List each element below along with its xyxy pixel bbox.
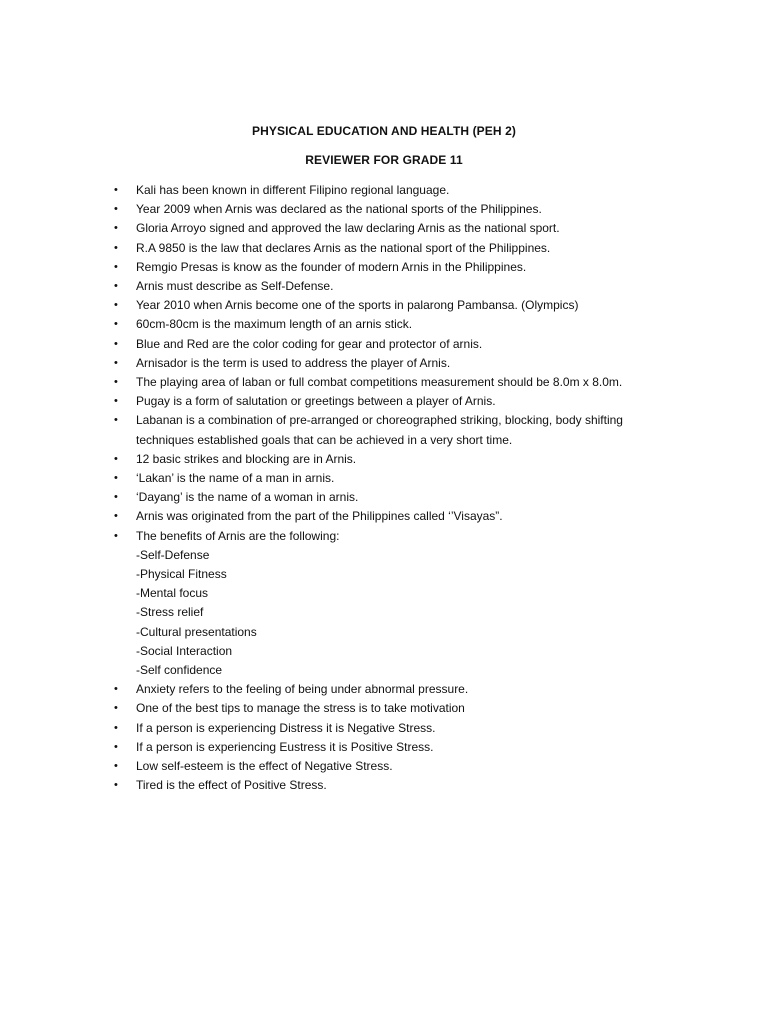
list-item-text: Arnisador is the term is used to address the player of Arnis. — [136, 355, 451, 370]
list-item-subline: -Cultural presentations — [136, 624, 257, 639]
bullet-marker: • — [114, 241, 118, 254]
list-item — [114, 315, 674, 334]
bullet-marker: • — [114, 529, 118, 542]
list-item — [114, 776, 674, 795]
list-item-text: ‘Lakan’ is the name of a man in arnis. — [136, 471, 335, 486]
list-item — [114, 219, 674, 238]
list-item-text: Labanan is a combination of pre-arranged or choreographed striking, blocking, body shifting — [136, 413, 623, 428]
list-item-subline: -Physical Fitness — [136, 567, 227, 582]
bullet-marker: • — [114, 376, 118, 389]
bullet-marker: • — [114, 184, 118, 196]
list-item-text: Kali has been known in different Filipino regional language. — [136, 183, 450, 197]
bullet-marker: • — [114, 414, 118, 427]
list-item-text: One of the best tips to manage the stress is to take motivation — [136, 701, 465, 716]
list-item-subline: -Mental focus — [136, 586, 209, 601]
bullet-marker: • — [114, 491, 118, 504]
list-item — [114, 296, 674, 315]
list-item — [114, 392, 674, 411]
list-item-text: ‘Dayang’ is the name of a woman in arnis. — [136, 490, 359, 505]
bullet-marker: • — [114, 337, 118, 350]
list-item-text: Tired is the effect of Positive Stress. — [136, 778, 327, 793]
list-item-text: If a person is experiencing Distress it is Negative Stress. — [136, 720, 436, 735]
list-item-text: The playing area of laban or full combat competitions measurement should be 8.0m x 8.0m. — [136, 375, 623, 390]
list-item — [114, 373, 674, 392]
bullet-marker: • — [114, 395, 118, 408]
bullet-marker: • — [114, 702, 118, 715]
list-item-text: Arnis was originated from the part of the Philippines called ‘’Visayas”. — [136, 509, 503, 524]
list-item-text: Anxiety refers to the feeling of being under abnormal pressure. — [136, 682, 469, 697]
bullet-marker: • — [114, 760, 118, 773]
bullet-marker: • — [114, 203, 118, 216]
bullet-marker: • — [114, 510, 118, 523]
document-title: PHYSICAL EDUCATION AND HEALTH (PEH 2) — [252, 124, 516, 138]
list-item — [114, 680, 674, 699]
list-item-subline: -Self-Defense — [136, 547, 210, 562]
list-item-text: Year 2009 when Arnis was declared as the national sports of the Philippines. — [136, 202, 542, 217]
list-item-text: Blue and Red are the color coding for gear and protector of arnis. — [136, 336, 483, 351]
bullet-marker: • — [114, 472, 118, 485]
bullet-marker: • — [114, 356, 118, 369]
list-item — [114, 469, 674, 488]
list-item — [114, 258, 674, 277]
list-item-text: 60cm-80cm is the maximum length of an arnis stick. — [136, 317, 413, 332]
list-item-text: The benefits of Arnis are the following: — [136, 528, 340, 543]
list-item-subline: -Stress relief — [136, 605, 204, 620]
bullet-list — [114, 181, 674, 796]
list-item — [114, 699, 674, 718]
document-subtitle: REVIEWER FOR GRADE 11 — [305, 153, 463, 167]
list-item — [114, 488, 674, 507]
list-item-text: Year 2010 when Arnis become one of the sports in palarong Pambansa. (Olympics) — [136, 298, 579, 313]
bullet-marker: • — [114, 260, 118, 273]
list-item-subline: -Self confidence — [136, 663, 223, 678]
bullet-marker: • — [114, 222, 118, 235]
list-item-subline: -Social Interaction — [136, 643, 233, 658]
list-item-text: 12 basic strikes and blocking are in Arnis. — [136, 451, 357, 466]
list-item — [114, 738, 674, 757]
list-item-text: If a person is experiencing Eustress it is Positive Stress. — [136, 739, 434, 754]
list-item — [114, 239, 674, 258]
list-item-text: Gloria Arroyo signed and approved the law declaring Arnis as the national sport. — [136, 221, 560, 236]
list-item-text: R.A 9850 is the law that declares Arnis as the national sport of the Philippines. — [136, 240, 551, 255]
list-item-subline: techniques established goals that can be achieved in a very short time. — [136, 432, 513, 447]
bullet-marker: • — [114, 721, 118, 734]
list-item-text: Arnis must describe as Self-Defense. — [136, 279, 334, 294]
list-item — [114, 507, 674, 526]
bullet-marker: • — [114, 779, 118, 792]
list-item — [114, 411, 674, 449]
list-item — [114, 277, 674, 296]
list-item — [114, 181, 674, 200]
bullet-marker: • — [114, 318, 118, 331]
list-item — [114, 527, 674, 681]
list-item — [114, 757, 674, 776]
list-item — [114, 200, 674, 219]
list-item — [114, 450, 674, 469]
bullet-marker: • — [114, 299, 118, 312]
list-item-text: Remgio Presas is know as the founder of modern Arnis in the Philippines. — [136, 259, 527, 274]
list-item — [114, 335, 674, 354]
list-item — [114, 719, 674, 738]
list-item — [114, 354, 674, 373]
bullet-marker: • — [114, 452, 118, 465]
bullet-marker: • — [114, 280, 118, 293]
list-item-text: Low self-esteem is the effect of Negative Stress. — [136, 759, 393, 774]
bullet-marker: • — [114, 683, 118, 696]
list-item-text: Pugay is a form of salutation or greetings between a player of Arnis. — [136, 394, 496, 409]
bullet-marker: • — [114, 740, 118, 753]
